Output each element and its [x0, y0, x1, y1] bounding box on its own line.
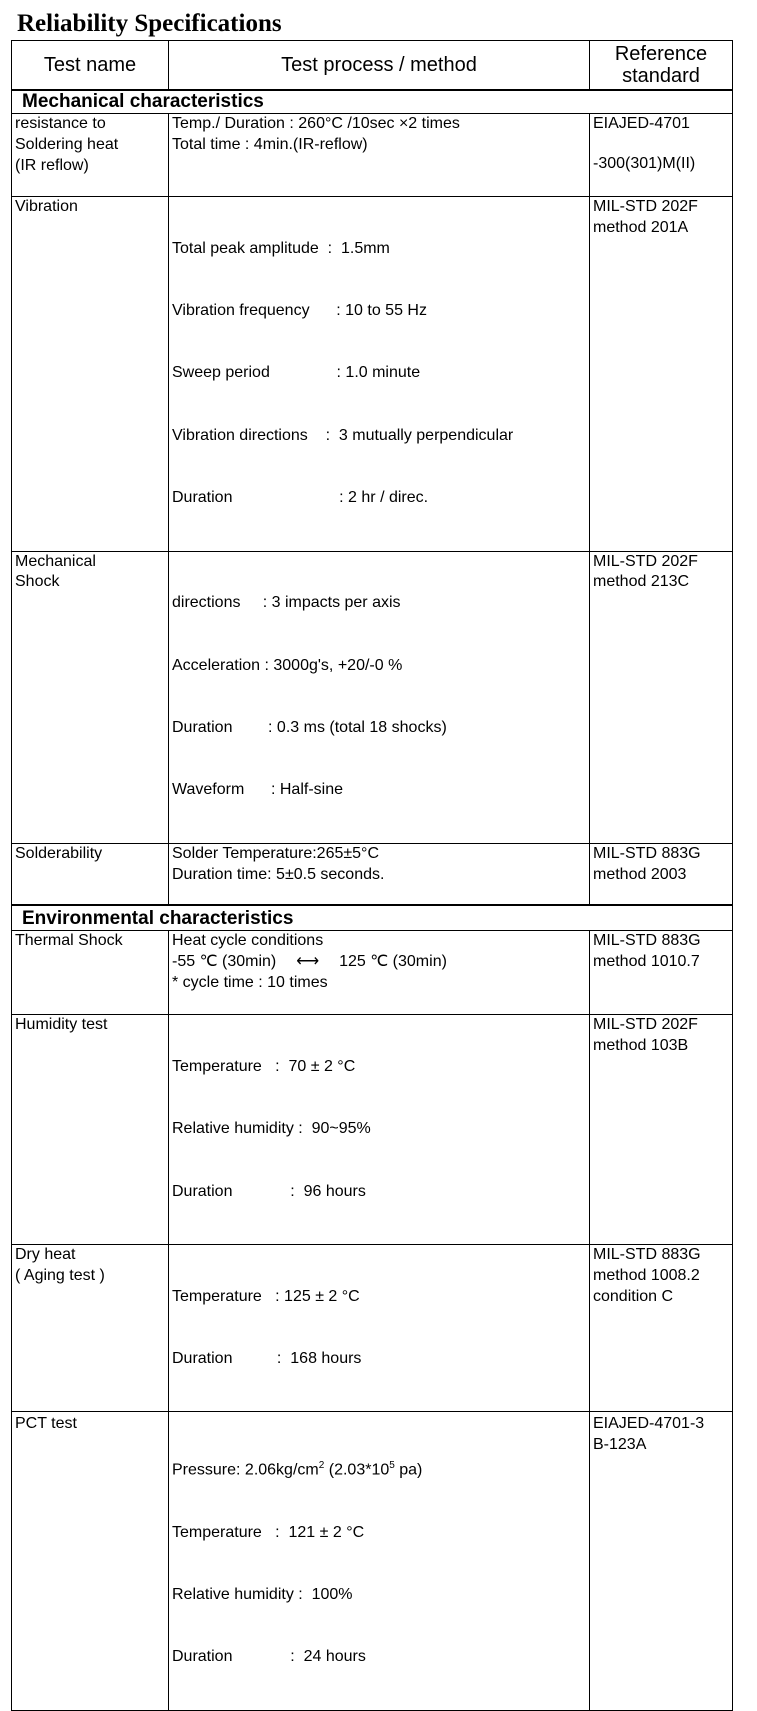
test-name-line: Shock — [15, 573, 60, 591]
method-line: directions : 3 impacts per axis — [172, 594, 401, 612]
test-method-cell — [169, 197, 590, 552]
reference-line: EIAJED-4701-3 — [593, 1415, 705, 1433]
superscript: 2 — [318, 1459, 325, 1471]
test-name-line: Humidity test — [15, 1016, 108, 1034]
table-row-vibration — [12, 197, 733, 552]
column-header-test-name: Test name — [12, 41, 169, 91]
reference-line: method 1010.7 — [593, 953, 700, 970]
test-name-line: ( Aging test ) — [15, 1266, 105, 1284]
method-line: Heat cycle conditions — [172, 932, 324, 950]
pressure-text: pa) — [394, 1461, 423, 1479]
method-line: Temp./ Duration : 260°C /10sec ×2 times — [172, 115, 460, 132]
method-line: Duration time: 5±0.5 seconds. — [172, 865, 385, 883]
reference-line: method 213C — [593, 573, 690, 591]
table-row-pct-test — [12, 1412, 733, 1710]
reference-cell — [590, 843, 733, 905]
test-method-cell — [169, 1244, 590, 1411]
high-temperature: 125 ℃ (30min) — [339, 953, 447, 970]
method-line: Duration : 0.3 ms (total 18 shocks) — [172, 718, 447, 736]
test-name-line: Thermal Shock — [15, 932, 123, 950]
reference-line: EIAJED-4701 — [593, 115, 690, 132]
reference-line: MIL-STD 202F — [593, 1016, 698, 1034]
test-method-cell — [169, 551, 590, 843]
method-line: Duration : 24 hours — [172, 1648, 366, 1666]
reference-line: MIL-STD 202F — [593, 552, 698, 570]
superscript: 5 — [389, 1459, 395, 1471]
test-name-cell — [12, 931, 169, 1015]
test-name-line: Dry heat — [15, 1245, 76, 1263]
method-line: Duration : 2 hr / direc. — [172, 489, 429, 507]
table-row-humidity-test — [12, 1015, 733, 1245]
method-line: Waveform : Half-sine — [172, 781, 343, 799]
test-name-line: PCT test — [15, 1415, 77, 1433]
reference-gap — [593, 135, 732, 154]
reference-line: MIL-STD 883G — [593, 844, 701, 862]
section-header-environmental — [12, 905, 733, 931]
method-line-pressure — [172, 1456, 589, 1481]
method-line: Vibration frequency : 10 to 55 Hz — [172, 301, 427, 319]
section-heading: Mechanical characteristics — [12, 90, 733, 114]
test-name-cell — [12, 551, 169, 843]
method-line: Total peak amplitude : 1.5mm — [172, 239, 390, 257]
test-method-cell — [169, 931, 590, 1015]
reference-line: method 2003 — [593, 865, 687, 883]
method-line: * cycle time : 10 times — [172, 973, 328, 991]
reference-cell — [590, 1015, 733, 1245]
test-name-line: Solderability — [15, 844, 103, 862]
section-header-mechanical — [12, 90, 733, 114]
test-name-line: Mechanical — [15, 552, 96, 570]
method-line: Temperature : 70 ± 2 °C — [172, 1057, 356, 1075]
reference-line: MIL-STD 202F — [593, 198, 698, 215]
method-line: Acceleration : 3000g's, +20/-0 % — [172, 656, 403, 674]
test-method-cell — [169, 1412, 590, 1710]
page-title: Reliability Specifications — [17, 10, 282, 37]
test-method-cell — [169, 843, 590, 905]
test-name-cell — [12, 197, 169, 552]
test-method-cell — [169, 1015, 590, 1245]
reference-cell — [590, 1412, 733, 1710]
method-line-temperature-cycle — [172, 952, 589, 973]
reference-line: method 201A — [593, 218, 689, 236]
section-heading: Environmental characteristics — [12, 905, 733, 931]
test-name-line: resistance to — [15, 115, 106, 132]
test-name-cell — [12, 1244, 169, 1411]
table-row-thermal-shock — [12, 931, 733, 1015]
reliability-spec-table — [11, 40, 733, 1711]
reference-cell — [590, 931, 733, 1015]
reference-line: B-123A — [593, 1436, 647, 1454]
reference-line: condition C — [593, 1287, 674, 1305]
test-name-line: Soldering heat — [15, 135, 119, 153]
reference-cell — [590, 1244, 733, 1411]
double-arrow-icon: ⟷ — [296, 953, 320, 970]
table-row-solderability — [12, 843, 733, 905]
method-line: Vibration directions : 3 mutually perpendicular — [172, 426, 514, 444]
reference-cell — [590, 197, 733, 552]
reference-cell — [590, 114, 733, 197]
test-name-cell — [12, 843, 169, 905]
reference-line: MIL-STD 883G — [593, 932, 701, 950]
pressure-text: (2.03*10 — [324, 1461, 390, 1479]
reference-cell — [590, 551, 733, 843]
column-header-test-method: Test process / method — [169, 41, 590, 91]
method-line: Relative humidity : 90~95% — [172, 1120, 371, 1138]
method-line: Total time : 4min.(IR-reflow) — [172, 135, 368, 153]
method-line: Temperature : 125 ± 2 °C — [172, 1287, 360, 1305]
reference-line: method 103B — [593, 1037, 689, 1054]
table-row-soldering-heat — [12, 114, 733, 197]
test-name-line: Vibration — [15, 198, 78, 215]
reference-line: method 1008.2 — [593, 1266, 700, 1284]
method-line: Solder Temperature:265±5°C — [172, 844, 379, 862]
table-header-row — [12, 41, 733, 91]
method-line: Temperature : 121 ± 2 °C — [172, 1523, 365, 1541]
test-name-line: (IR reflow) — [15, 156, 89, 174]
test-name-cell — [12, 114, 169, 197]
table-row-dry-heat — [12, 1244, 733, 1411]
reference-line: MIL-STD 883G — [593, 1245, 701, 1263]
low-temperature: -55 ℃ (30min) — [172, 953, 277, 970]
table-row-mechanical-shock — [12, 551, 733, 843]
test-name-cell — [12, 1015, 169, 1245]
method-line: Duration : 168 hours — [172, 1349, 362, 1367]
method-line: Duration : 96 hours — [172, 1182, 366, 1200]
column-header-reference-standard: Reference standard — [590, 41, 733, 91]
test-name-cell — [12, 1412, 169, 1710]
pressure-text: Pressure: 2.06kg/cm — [172, 1461, 319, 1479]
test-method-cell — [169, 114, 590, 197]
reference-line: -300(301)M(II) — [593, 154, 696, 172]
method-line: Relative humidity : 100% — [172, 1586, 353, 1604]
method-line: Sweep period : 1.0 minute — [172, 364, 421, 382]
